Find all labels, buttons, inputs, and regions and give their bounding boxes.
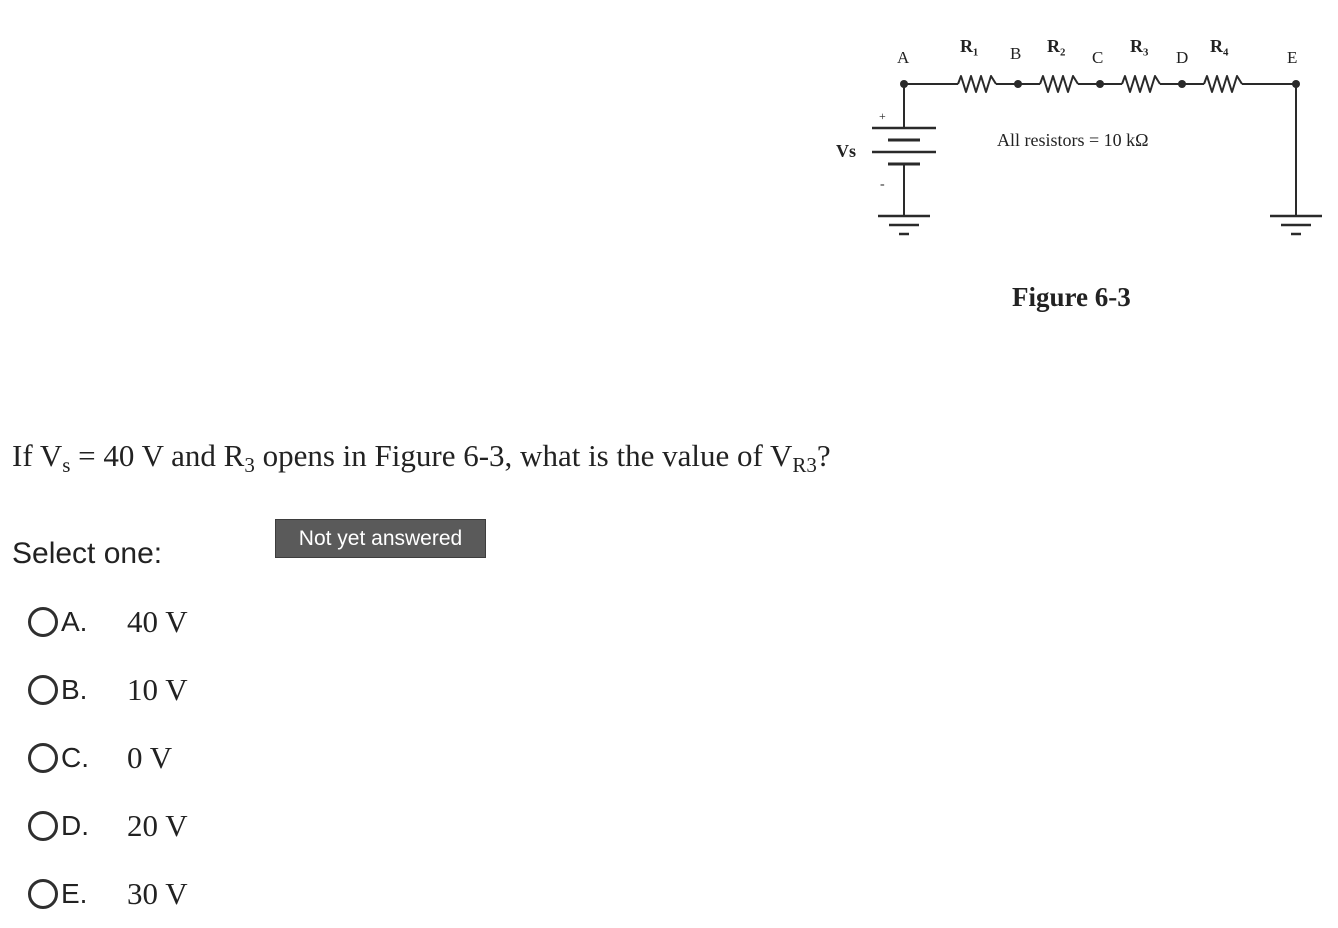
vs-subscript: s	[62, 453, 71, 477]
option-value[interactable]: 10 V	[127, 672, 188, 707]
radio-button-icon[interactable]	[28, 879, 58, 909]
question-part-3: opens in Figure 6-3, what is the value of V	[254, 438, 793, 473]
question-part-4: ?	[816, 438, 831, 473]
node-d-dot	[1178, 80, 1186, 88]
option-value[interactable]: 0 V	[127, 740, 173, 775]
node-e-dot	[1292, 80, 1300, 88]
plus-sign: +	[879, 109, 886, 123]
node-c-dot	[1096, 80, 1104, 88]
question-text	[12, 438, 831, 477]
select-one-label: Select one:	[12, 537, 163, 570]
answer-options	[28, 588, 188, 928]
node-b-label: B	[1010, 44, 1022, 63]
option-letter: C.	[61, 742, 89, 773]
resistor-r2-label: R₂	[1047, 36, 1066, 56]
option-a[interactable]	[28, 588, 188, 656]
option-c[interactable]	[28, 724, 188, 792]
node-a-dot	[900, 80, 908, 88]
resistor-r4-label: R₄	[1210, 36, 1229, 56]
resistor-note: All resistors = 10 kΩ	[997, 130, 1149, 150]
radio-button-icon[interactable]	[28, 811, 58, 841]
radio-button-icon[interactable]	[28, 743, 58, 773]
resistor-r3-symbol	[1122, 76, 1160, 92]
question-part-1: If V	[12, 438, 63, 473]
node-a-label: A	[897, 48, 910, 67]
node-d-label: D	[1176, 48, 1189, 67]
option-value[interactable]: 20 V	[127, 808, 188, 843]
circuit-diagram	[820, 20, 1338, 320]
option-value[interactable]: 30 V	[127, 876, 188, 911]
node-c-label: C	[1092, 48, 1104, 67]
resistor-r4-symbol	[1204, 76, 1242, 92]
minus-sign: -	[880, 177, 885, 192]
option-letter: D.	[61, 810, 89, 841]
option-e[interactable]	[28, 860, 188, 928]
node-e-label: E	[1287, 48, 1298, 67]
radio-button-icon[interactable]	[28, 675, 58, 705]
option-d[interactable]	[28, 792, 188, 860]
option-value[interactable]: 40 V	[127, 604, 188, 639]
resistor-r2-symbol	[1040, 76, 1078, 92]
source-label: Vs	[836, 141, 857, 161]
r3-subscript: 3	[244, 453, 255, 477]
question-part-2: = 40 V and R	[70, 438, 245, 473]
radio-button-icon[interactable]	[28, 607, 58, 637]
vr3-subscript: R3	[792, 453, 817, 477]
figure-caption: Figure 6-3	[1012, 282, 1131, 312]
resistor-r1-symbol	[958, 76, 996, 92]
status-badge: Not yet answered	[275, 519, 486, 558]
resistor-r1-label: R₁	[960, 36, 979, 56]
option-b[interactable]	[28, 656, 188, 724]
option-letter: A.	[61, 606, 88, 637]
resistor-r3-label: R₃	[1130, 36, 1149, 56]
option-letter: E.	[61, 878, 88, 909]
node-b-dot	[1014, 80, 1022, 88]
option-letter: B.	[61, 674, 88, 705]
